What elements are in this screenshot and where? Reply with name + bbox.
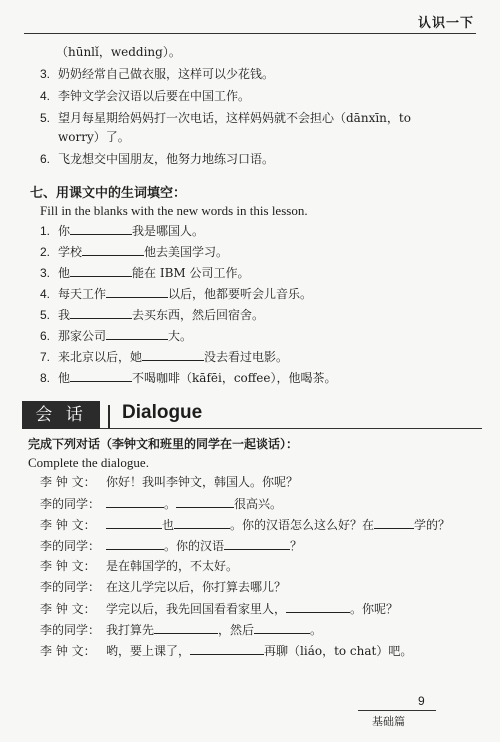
fill-item-4	[40, 285, 312, 302]
s6-line-3	[40, 66, 274, 82]
page-number: 9	[418, 694, 425, 708]
section7-instruction: Fill in the blanks with the new words in this lesson.	[40, 203, 308, 218]
speaker-label: 李 钟 文：	[40, 518, 96, 532]
s6-line-num: 6.	[40, 152, 51, 166]
blank-field[interactable]	[70, 264, 132, 277]
item-before: 我	[58, 308, 71, 322]
banner-divider	[108, 405, 110, 429]
dialogue-line-3	[40, 516, 450, 533]
blank-field[interactable]	[176, 495, 234, 508]
dialogue-text: ，然后	[218, 623, 255, 637]
s6-line-text: 望月每星期给妈妈打一次电话，这样妈妈就不会担心（dānxīn，to	[58, 111, 411, 125]
speaker-label: 李 钟 文：	[40, 644, 96, 658]
banner-rule	[100, 428, 482, 429]
blank-field[interactable]	[224, 537, 290, 550]
item-after: 没去看过电影。	[204, 350, 289, 364]
dialogue-text: 。你呢？	[350, 602, 399, 616]
item-after: 我是哪国人。	[132, 224, 205, 238]
dialogue-text: 很高兴。	[234, 497, 283, 511]
s6-line-num: 5.	[40, 111, 51, 125]
item-after: 能在 IBM 公司工作。	[132, 266, 250, 280]
s6-line-text: （hūnlǐ，wedding）。	[56, 45, 181, 59]
blank-field[interactable]	[106, 495, 164, 508]
item-num: 4.	[40, 287, 51, 301]
blank-field[interactable]	[374, 516, 414, 529]
dialogue-text: 我打算先	[106, 623, 155, 637]
fill-item-2	[40, 243, 228, 260]
fill-item-7	[40, 348, 288, 365]
item-before: 来北京以后，她	[58, 350, 143, 364]
footer-label: 基础篇	[372, 715, 405, 728]
blank-field[interactable]	[70, 222, 132, 235]
item-after: 去买东西，然后回宿舍。	[132, 308, 265, 322]
dialogue-line-5	[40, 558, 238, 574]
speaker-label: 李的同学：	[40, 497, 101, 511]
s6-line-text: worry）了。	[58, 130, 130, 144]
fill-item-5	[40, 306, 264, 323]
fill-item-1	[40, 222, 204, 239]
blank-field[interactable]	[106, 327, 168, 340]
item-num: 1.	[40, 224, 51, 238]
s6-line-5	[40, 110, 411, 126]
dialogue-text: 学的？	[414, 518, 451, 532]
dialogue-line-4	[40, 537, 302, 554]
dialogue-text: 。	[164, 497, 177, 511]
dialogue-text: 再聊（liáo，to chat）吧。	[264, 644, 413, 658]
blank-field[interactable]	[106, 516, 162, 529]
blank-field[interactable]	[254, 621, 310, 634]
speaker-label: 李 钟 文：	[40, 475, 96, 489]
s6-line-text: 奶奶经常自己做衣服，这样可以少花钱。	[58, 67, 275, 81]
dialogue-text: 在这儿学完以后，你打算去哪儿？	[106, 580, 287, 594]
s6-line-6	[40, 151, 274, 167]
speaker-label: 李的同学：	[40, 580, 101, 594]
dialogue-line-9	[40, 642, 412, 659]
item-after: 以后，他都要听会儿音乐。	[168, 287, 313, 301]
item-after: 不喝咖啡（kāfēi，coffee），他喝茶。	[132, 371, 337, 385]
dialogue-text: 。你的汉语怎么这么好？在	[230, 518, 375, 532]
blank-field[interactable]	[70, 369, 132, 382]
item-before: 那家公司	[58, 329, 107, 343]
banner-chinese-title: 会 话	[22, 401, 100, 429]
dialogue-text: ？	[290, 539, 303, 553]
fill-item-6	[40, 327, 192, 344]
item-before: 他	[58, 371, 71, 385]
speaker-label: 李 钟 文：	[40, 559, 96, 573]
s6-line-num: 3.	[40, 67, 51, 81]
s6-line-4	[40, 88, 250, 104]
speaker-label: 李 钟 文：	[40, 602, 96, 616]
s6-line-text: 飞龙想交中国朋友，他努力地练习口语。	[58, 152, 275, 166]
item-num: 3.	[40, 266, 51, 280]
item-after: 他去美国学习。	[144, 245, 229, 259]
blank-field[interactable]	[142, 348, 204, 361]
footer-rule	[358, 710, 436, 711]
blank-field[interactable]	[286, 600, 350, 613]
s6-line-text: 李钟文学会汉语以后要在中国工作。	[58, 89, 251, 103]
item-num: 2.	[40, 245, 51, 259]
dialogue-title: 完成下列对话（李钟文和班里的同学在一起谈话）：	[28, 437, 299, 451]
s6-line-0	[56, 44, 181, 60]
header-rule	[24, 33, 476, 34]
dialogue-banner	[22, 401, 482, 429]
dialogue-text: 。	[310, 623, 323, 637]
fill-item-8	[40, 369, 337, 386]
blank-field[interactable]	[190, 642, 264, 655]
blank-field[interactable]	[106, 537, 164, 550]
dialogue-line-2	[40, 495, 282, 512]
dialogue-instruction: Complete the dialogue.	[28, 455, 149, 470]
dialogue-text: 。你的汉语	[164, 539, 225, 553]
blank-field[interactable]	[174, 516, 230, 529]
item-before: 你	[58, 224, 71, 238]
section7-title: 七、用课文中的生词填空：	[30, 186, 187, 201]
item-before: 他	[58, 266, 71, 280]
item-num: 5.	[40, 308, 51, 322]
s6-line-5b	[58, 129, 130, 145]
item-num: 6.	[40, 329, 51, 343]
speaker-label: 李的同学：	[40, 539, 101, 553]
dialogue-text: 学完以后，我先回国看看家里人，	[106, 602, 287, 616]
dialogue-text: 哟，要上课了，	[106, 644, 191, 658]
dialogue-text: 也	[162, 518, 175, 532]
item-before: 每天工作	[58, 287, 107, 301]
item-before: 学校	[58, 245, 83, 259]
blank-field[interactable]	[106, 285, 168, 298]
dialogue-text: 你好！我叫李钟文，韩国人。你呢？	[106, 475, 299, 489]
header-title: 认识一下	[417, 16, 474, 31]
dialogue-line-1	[40, 474, 298, 490]
blank-field[interactable]	[82, 243, 144, 256]
blank-field[interactable]	[154, 621, 218, 634]
banner-english-title: Dialogue	[122, 402, 203, 423]
dialogue-line-6	[40, 579, 286, 595]
item-num: 7.	[40, 350, 51, 364]
blank-field[interactable]	[70, 306, 132, 319]
speaker-label: 李的同学：	[40, 623, 101, 637]
s6-line-num: 4.	[40, 89, 51, 103]
item-num: 8.	[40, 371, 51, 385]
fill-item-3	[40, 264, 250, 281]
item-after: 大。	[168, 329, 193, 343]
dialogue-line-8	[40, 621, 322, 638]
dialogue-text: 是在韩国学的，不太好。	[106, 559, 239, 573]
dialogue-line-7	[40, 600, 398, 617]
